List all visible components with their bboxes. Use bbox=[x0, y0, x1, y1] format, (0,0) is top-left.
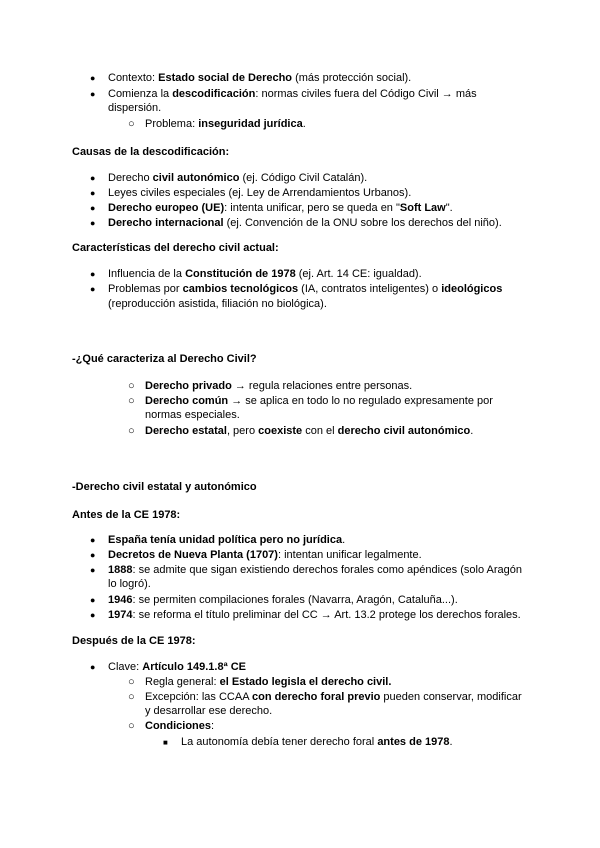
bullet-circle: ○ bbox=[128, 720, 135, 732]
list-item: Derecho europeo (UE): intenta unificar, pero se queda en "Soft Law". bbox=[108, 202, 453, 214]
list-item: Derecho internacional (ej. Convención de la ONU sobre los derechos del niño). bbox=[108, 217, 502, 229]
list-item: Decretos de Nueva Planta (1707): intentan unificar legalmente. bbox=[108, 549, 422, 561]
bullet-dot: ● bbox=[90, 269, 96, 279]
bullet-dot: ● bbox=[90, 535, 96, 545]
list-item-continuation: normas especiales. bbox=[145, 409, 240, 421]
list-item-contexto: Contexto: Estado social de Derecho (más protección social). bbox=[108, 72, 412, 84]
bullet-dot: ● bbox=[90, 218, 96, 228]
list-item: 1946: se permiten compilaciones forales (Navarra, Aragón, Cataluña...). bbox=[108, 594, 458, 606]
list-item-continuation: (reproducción asistida, filiación no biológica). bbox=[108, 298, 327, 310]
bullet-dot: ● bbox=[90, 662, 96, 672]
list-item: Derecho civil autonómico (ej. Código Civil Catalán). bbox=[108, 172, 368, 184]
bullet-dot: ● bbox=[90, 565, 96, 575]
list-item-continuation: dispersión. bbox=[108, 102, 162, 114]
bullet-dot: ● bbox=[90, 73, 96, 83]
section-heading-caracteristicas: Características del derecho civil actual: bbox=[72, 242, 279, 254]
list-item: La autonomía debía tener derecho foral antes de 1978. bbox=[181, 736, 453, 748]
bullet-dot: ● bbox=[90, 173, 96, 183]
bullet-circle: ○ bbox=[128, 691, 135, 703]
bullet-circle: ○ bbox=[128, 676, 135, 688]
list-item: Derecho estatal, pero coexiste con el derecho civil autonómico. bbox=[145, 425, 474, 437]
list-item: 1888: se admite que sigan existiendo derechos forales como apéndices (solo Aragón bbox=[108, 564, 522, 576]
list-item: Problemas por cambios tecnológicos (IA, contratos inteligentes) o ideológicos bbox=[108, 283, 503, 295]
bullet-circle: ○ bbox=[128, 425, 135, 437]
section-heading-que: -¿Qué caracteriza al Derecho Civil? bbox=[72, 353, 257, 365]
bullet-circle: ○ bbox=[128, 380, 135, 392]
bullet-dot: ● bbox=[90, 610, 96, 620]
section-heading-estatal: -Derecho civil estatal y autonómico bbox=[72, 481, 257, 493]
list-item: Condiciones: bbox=[145, 720, 215, 732]
bullet-dot: ● bbox=[90, 89, 96, 99]
bullet-dot: ● bbox=[90, 188, 96, 198]
list-item: Clave: Artículo 149.1.8ª CE bbox=[108, 661, 246, 673]
list-item: Derecho privado → regula relaciones entre personas. bbox=[145, 380, 413, 392]
bullet-square: ■ bbox=[163, 738, 168, 747]
list-item: Influencia de la Constitución de 1978 (ej. Art. 14 CE: igualdad). bbox=[108, 268, 422, 280]
bullet-circle: ○ bbox=[128, 395, 135, 407]
bullet-dot: ● bbox=[90, 284, 96, 294]
section-heading-causas: Causas de la descodificación: bbox=[72, 146, 230, 158]
list-item-problema: Problema: inseguridad jurídica. bbox=[145, 118, 306, 130]
list-item-continuation: lo logró). bbox=[108, 578, 151, 590]
list-item: Regla general: el Estado legisla el derecho civil. bbox=[145, 676, 392, 688]
section-heading-despues: Después de la CE 1978: bbox=[72, 635, 196, 647]
bullet-dot: ● bbox=[90, 550, 96, 560]
list-item: Leyes civiles especiales (ej. Ley de Arrendamientos Urbanos). bbox=[108, 187, 412, 199]
list-item-descodificacion: Comienza la descodificación: normas civiles fuera del Código Civil → más bbox=[108, 88, 477, 100]
list-item: Excepción: las CCAA con derecho foral previo pueden conservar, modificar bbox=[145, 691, 522, 703]
list-item: 1974: se reforma el título preliminar del CC → Art. 13.2 protege los derechos forales. bbox=[108, 609, 521, 621]
bullet-dot: ● bbox=[90, 595, 96, 605]
list-item: Derecho común → se aplica en todo lo no regulado expresamente por bbox=[145, 395, 493, 407]
bullet-dot: ● bbox=[90, 203, 96, 213]
section-heading-antes: Antes de la CE 1978: bbox=[72, 509, 181, 521]
list-item: España tenía unidad política pero no jurídica. bbox=[108, 534, 346, 546]
bullet-circle: ○ bbox=[128, 118, 135, 130]
list-item-continuation: y desarrollar ese derecho. bbox=[145, 705, 273, 717]
